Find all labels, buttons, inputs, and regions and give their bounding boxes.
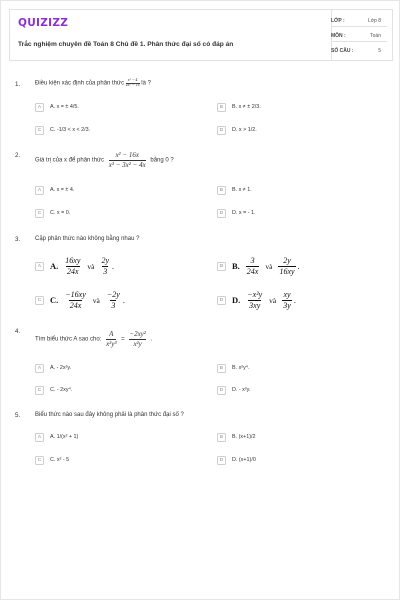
question-2-frac-num: x² − 16x: [115, 151, 139, 159]
option-end: .: [297, 261, 300, 271]
question-2-frac-den: x³ − 3x² − 4x: [108, 160, 146, 169]
question-4-equals: =: [121, 336, 125, 343]
fraction-1-den: 24x: [67, 266, 79, 276]
option-letter-badge: D: [217, 209, 226, 218]
question-5-option-c[interactable]: [35, 455, 69, 465]
question-4-text: [35, 330, 152, 348]
option-letter-badge: D: [217, 126, 226, 135]
question-3-option-a[interactable]: [35, 251, 114, 281]
question-3-number: 3.: [15, 236, 21, 243]
question-2-option-c[interactable]: [35, 208, 70, 218]
fraction-1: [246, 290, 263, 311]
question-3-text: Cặp phân thức nào không bằng nhau ?: [35, 236, 140, 242]
question-4-number: 4.: [15, 328, 21, 335]
question-2-fraction: [109, 151, 146, 169]
fraction-1-num: 16xy: [65, 255, 81, 265]
option-text: C. x = 0.: [50, 210, 71, 216]
fraction-1-den: 24x: [69, 300, 82, 310]
option-text: A. x = ± 4/5.: [50, 104, 79, 110]
question-5-option-a[interactable]: [35, 432, 78, 442]
option-text: C. - 2xy⁴.: [50, 387, 73, 393]
question-4-rhs-den: x²y: [129, 339, 146, 349]
question-2-option-b[interactable]: [217, 185, 252, 195]
question-4-lhs-num: A: [109, 330, 114, 338]
question-5-number: 5.: [15, 412, 21, 419]
question-3-option-c[interactable]: [35, 285, 125, 315]
option-text: C. -1/3 < x < 2/3.: [50, 127, 91, 133]
option-letter-badge: B: [217, 433, 226, 442]
fraction-2-num: 2y: [283, 255, 291, 265]
fraction-1-num: −16xy: [65, 289, 86, 299]
question-3-option-d[interactable]: [217, 285, 296, 315]
option-letter-badge: B: [217, 364, 226, 373]
fraction-2: [100, 256, 110, 277]
question-1-frac-den: 4x² − 16: [125, 82, 140, 87]
question-2-prefix: Giá trị của x để phân thức: [35, 157, 105, 164]
question-4-option-d[interactable]: [217, 385, 250, 395]
fraction-2-num: xy: [283, 289, 291, 299]
option-letter-badge: A: [35, 433, 44, 442]
fraction-1-num: −x²y: [247, 289, 263, 299]
meta-class-label: LỚP :: [331, 18, 345, 24]
question-2-number: 2.: [15, 152, 21, 159]
option-text: B. x ≠ ± 2/3.: [232, 104, 261, 110]
option-text: B. x ≠ 1.: [232, 187, 252, 193]
option-letter-badge: A: [35, 186, 44, 195]
fraction-2-den: 16xy: [279, 266, 295, 276]
conjunction: và: [87, 261, 95, 271]
conjunction: và: [269, 295, 277, 305]
question-4-lhs-den: x²y³: [106, 339, 117, 348]
option-label: B.: [232, 261, 240, 271]
fraction-1-num: 3: [250, 255, 255, 265]
option-end: .: [293, 295, 296, 305]
fraction-1: [64, 290, 87, 311]
quizizz-logo: QUIZIZZ: [18, 17, 69, 29]
option-text: D. - x²y.: [232, 387, 251, 393]
question-4-option-a[interactable]: [35, 363, 71, 373]
option-letter-badge: D: [217, 386, 226, 395]
option-text: C. x² - 5: [50, 457, 70, 463]
question-5-text: Biểu thức nào sau đây không phải là phân thức đại số ?: [35, 412, 184, 418]
option-letter-badge: C: [35, 456, 44, 465]
conjunction: và: [265, 261, 273, 271]
option-letter-badge: D: [217, 296, 226, 305]
meta-subject-value: Toán: [370, 33, 381, 39]
fraction-2-den: 3y: [283, 300, 291, 310]
question-4-prefix: Tìm biểu thức A sao cho:: [35, 336, 102, 343]
meta-subject: [331, 29, 387, 42]
option-letter-badge: C: [35, 386, 44, 395]
question-1-option-a[interactable]: [35, 102, 79, 112]
meta-count-label: SỐ CÂU :: [331, 48, 354, 54]
question-1-fraction: [126, 79, 140, 87]
option-text: D. x = - 1.: [232, 210, 256, 216]
fraction-1: [246, 256, 260, 277]
option-label: A.: [50, 261, 59, 271]
question-1-option-d[interactable]: [217, 125, 257, 135]
option-text: B. (x+1)/2: [232, 434, 256, 440]
question-1-suffix: là ?: [141, 80, 151, 87]
option-letter-badge: D: [217, 456, 226, 465]
option-letter-badge: B: [217, 186, 226, 195]
fraction-2-num: 2y: [101, 255, 110, 265]
meta-count: [331, 44, 387, 57]
option-letter-badge: C: [35, 296, 44, 305]
meta-subject-label: MÔN :: [331, 33, 346, 39]
question-2-option-a[interactable]: [35, 185, 74, 195]
fraction-1-den: 24x: [246, 266, 259, 276]
question-1-text: [35, 79, 151, 87]
option-text: D. (x+1)/0: [232, 457, 256, 463]
option-text: B. x²y⁴.: [232, 365, 250, 371]
meta-class: [331, 14, 387, 27]
fraction-2: [282, 290, 292, 311]
question-4-option-b[interactable]: [217, 363, 250, 373]
question-4-rhs-num: −2xy²: [129, 330, 146, 338]
question-2-suffix: bằng 0 ?: [150, 157, 174, 164]
fraction-1-den: 3xy: [249, 300, 261, 310]
question-4-suffix: .: [150, 336, 153, 343]
option-letter-badge: A: [35, 364, 44, 373]
fraction-2: [278, 256, 295, 277]
option-expression: [232, 290, 296, 311]
option-letter-badge: C: [35, 126, 44, 135]
meta-class-value: Lớp 8: [367, 18, 381, 24]
fraction-2-den: 3: [103, 266, 108, 276]
option-letter-badge: A: [35, 103, 44, 112]
question-5-option-d[interactable]: [217, 455, 256, 465]
option-letter-badge: B: [217, 262, 226, 271]
question-1-frac-num: x² − 4: [127, 78, 138, 82]
option-end: .: [122, 295, 125, 305]
page-title: Trắc nghiệm chuyên đề Toán 8 Chủ đề 1. Phân thức đại số có đáp án: [18, 41, 234, 48]
question-4-option-c[interactable]: [35, 385, 72, 395]
question-4-rhs-fraction: [129, 330, 146, 348]
option-text: A. 1/(x² + 1): [50, 434, 79, 440]
option-text: A. - 2x²y.: [50, 365, 72, 371]
option-letter-badge: C: [35, 209, 44, 218]
fraction-2: [106, 290, 121, 311]
option-expression: [50, 256, 114, 277]
option-letter-badge: A: [35, 262, 44, 271]
question-3-option-b[interactable]: [217, 251, 300, 281]
question-1-number: 1.: [15, 81, 21, 88]
option-expression: [232, 256, 300, 277]
conjunction: và: [92, 295, 100, 305]
fraction-2-den: 3: [111, 300, 116, 310]
option-text: D. x > 1/2.: [232, 127, 257, 133]
question-1-option-b[interactable]: [217, 102, 261, 112]
option-letter-badge: B: [217, 103, 226, 112]
question-2-text: [35, 151, 174, 169]
question-1-option-c[interactable]: [35, 125, 90, 135]
question-4-lhs-fraction: [106, 330, 116, 348]
option-text: A. x = ± 4.: [50, 187, 75, 193]
question-1-prefix: Điều kiện xác định của phân thức: [35, 80, 125, 87]
option-end: .: [112, 261, 115, 271]
meta-count-value: 5: [378, 48, 381, 54]
option-label: D.: [232, 295, 241, 305]
option-label: C.: [50, 295, 59, 305]
option-expression: [50, 290, 125, 311]
question-2-option-d[interactable]: [217, 208, 256, 218]
fraction-1: [64, 256, 81, 277]
fraction-2-num: −2y: [106, 289, 120, 299]
question-5-option-b[interactable]: [217, 432, 256, 442]
